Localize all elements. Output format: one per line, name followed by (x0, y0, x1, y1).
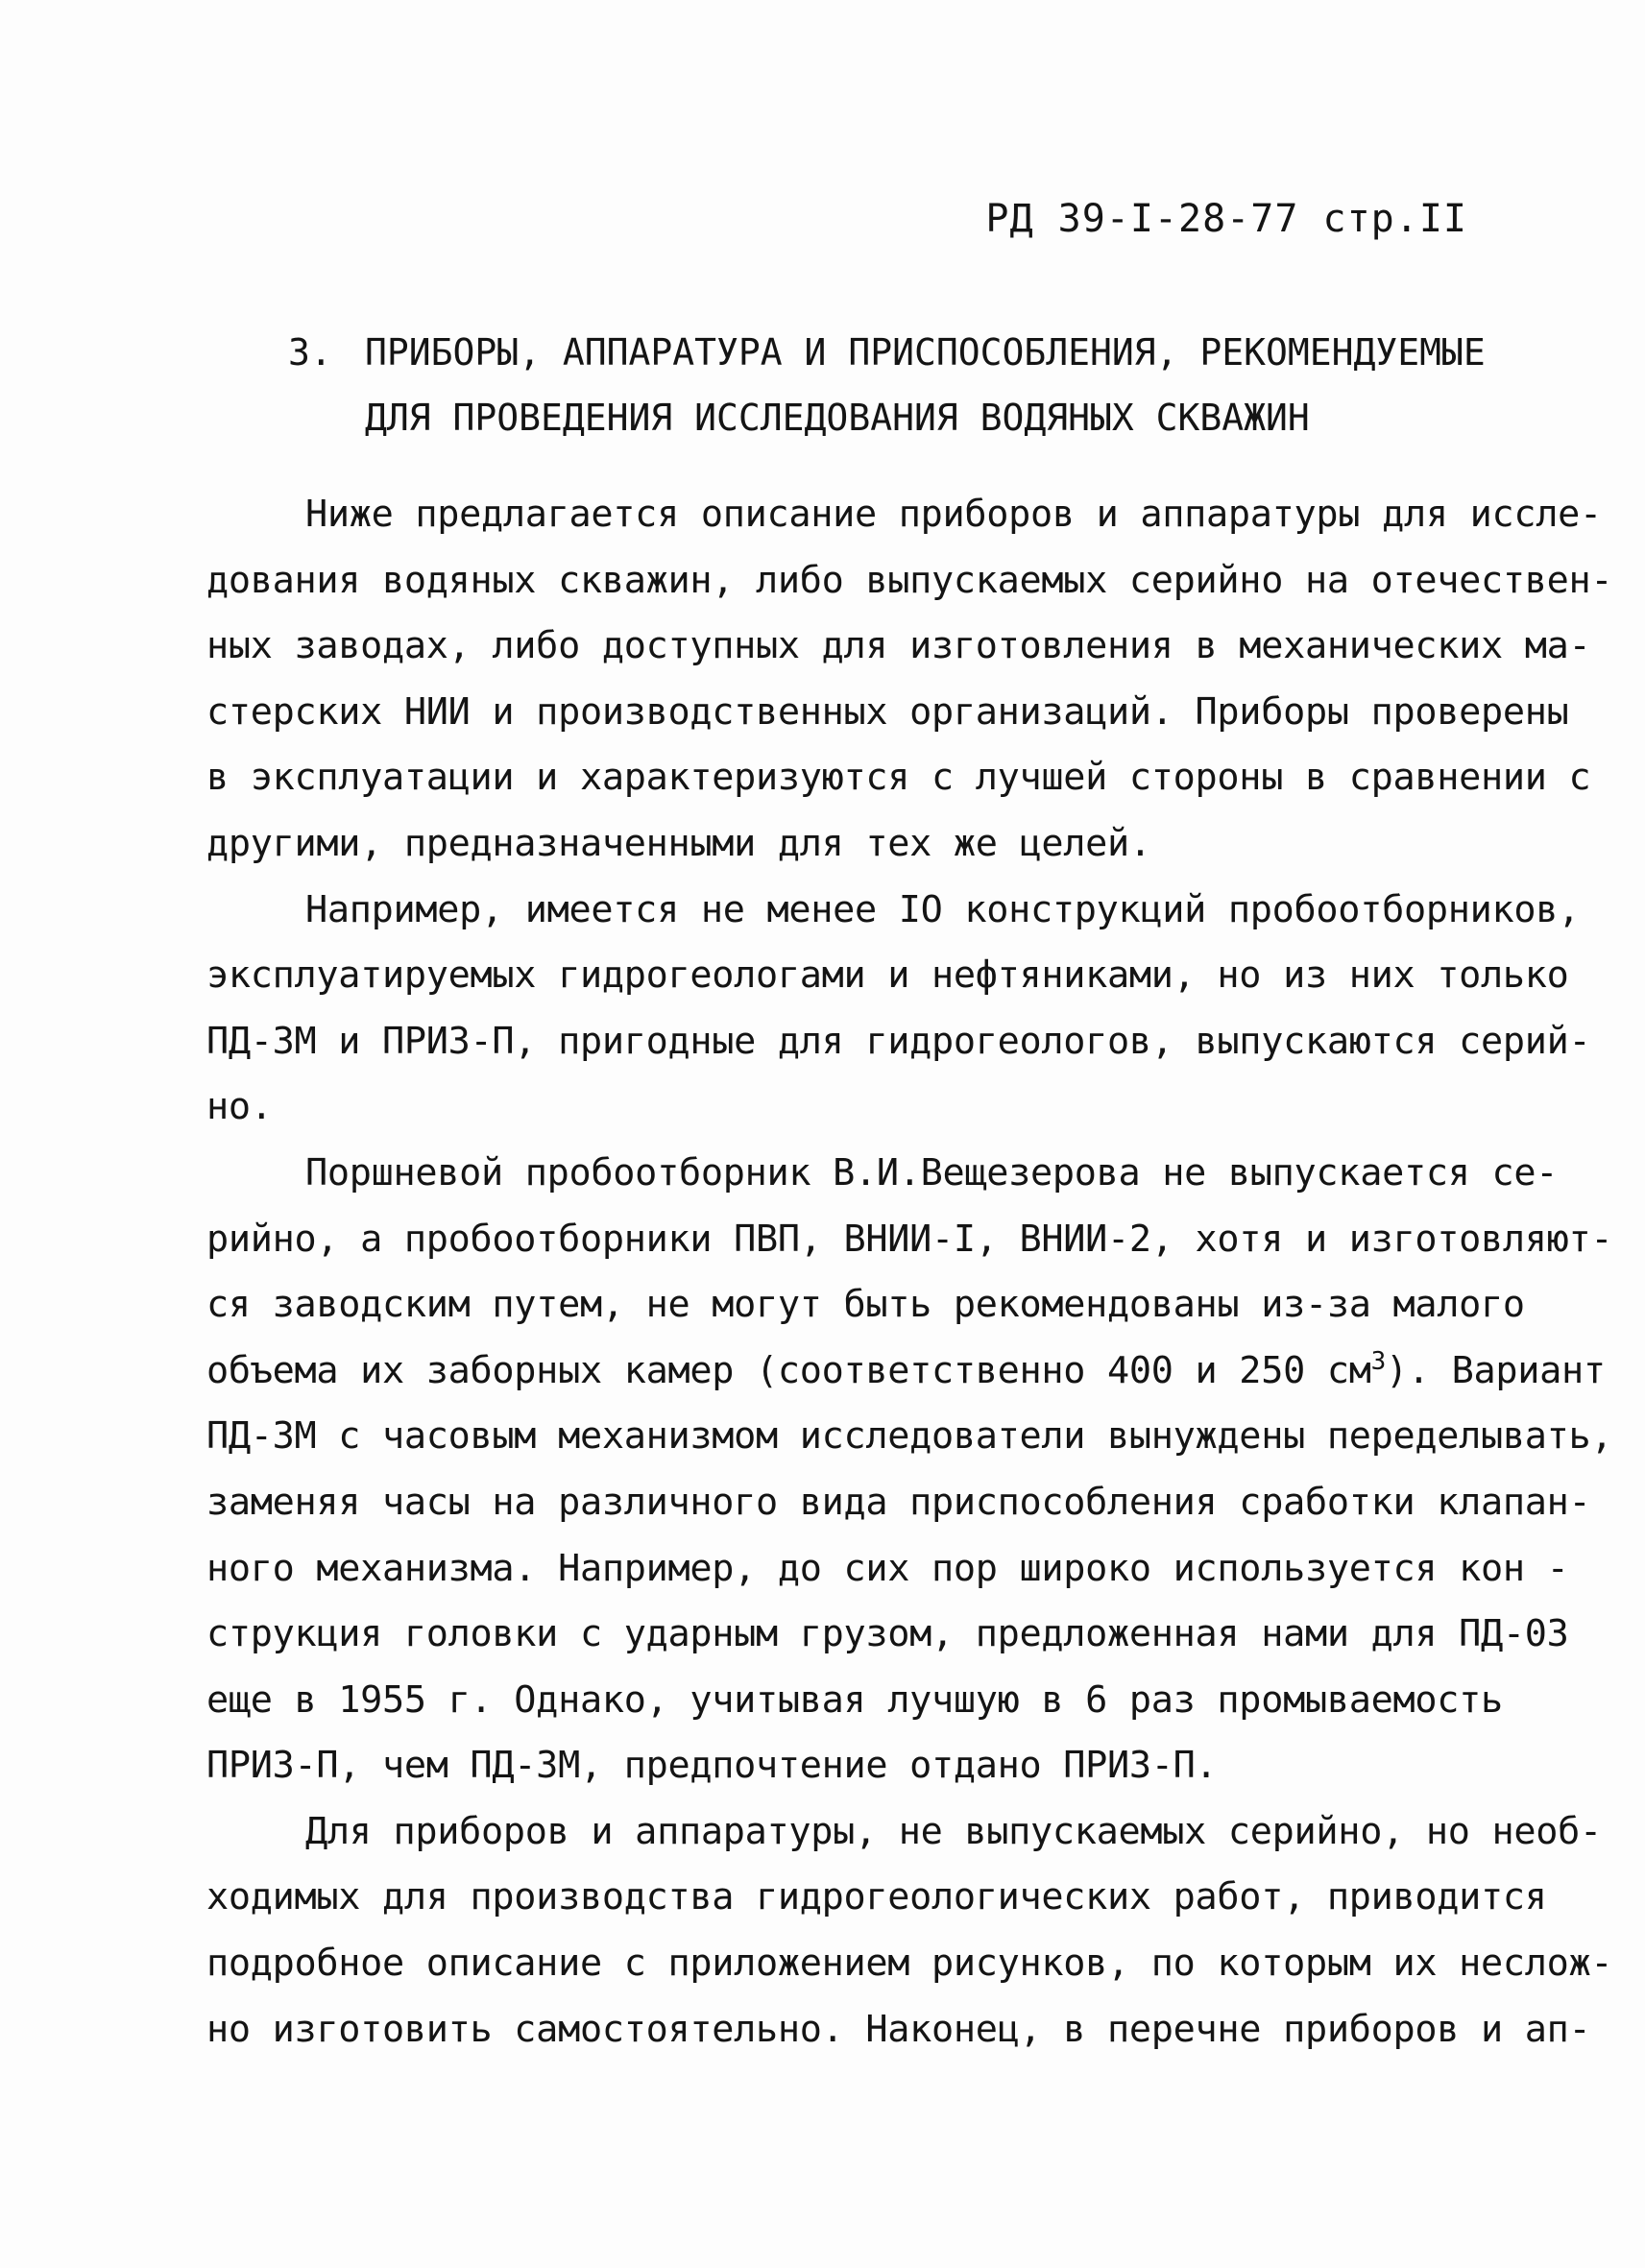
paragraph-4-line-1: Для приборов и аппаратуры, не выпускаемых серийно, но необ- (305, 1809, 1602, 1853)
paragraph-2-line-4: но. (206, 1085, 273, 1129)
superscript-cubic: 3 (1370, 1346, 1386, 1376)
paragraph-1-line-4: стерских НИИ и производственных организаций. Приборы проверены (206, 689, 1569, 734)
paragraph-3-line-4-text: объема их заборных камер (соответственно 400 и 250 см (206, 1348, 1371, 1392)
paragraph-1-line-5: в эксплуатации и характеризуются с лучшей стороны в сравнении с (206, 756, 1591, 800)
paragraph-3-line-3: ся заводским путем, не могут быть рекомендованы из-за малого (206, 1283, 1525, 1327)
paragraph-3-line-6: заменяя часы на различного вида приспособления сработки клапан- (206, 1480, 1591, 1524)
paragraph-1-line-1: Ниже предлагается описание приборов и аппаратуры для иссле- (305, 493, 1602, 536)
paragraph-4-line-3: подробное описание с приложением рисунков, по которым их неслож- (206, 1942, 1613, 1986)
paragraph-3-line-7: ного механизма. Например, до сих пор широко используется кон - (206, 1546, 1569, 1590)
paragraph-4-line-4: но изготовить самостоятельно. Наконец, в перечне приборов и ап- (206, 2007, 1591, 2051)
paragraph-1-line-2: дования водяных скважин, либо выпускаемых серийно на отечествен- (206, 558, 1613, 602)
paragraph-3-line-8: струкция головки с ударным грузом, предложенная нами для ПД-03 (206, 1612, 1569, 1656)
paragraph-2-line-3: ПД-3М и ПРИЗ-П, пригодные для гидрогеологов, выпускаются серий- (206, 1019, 1591, 1063)
section-heading-line-1 (288, 320, 1486, 385)
paragraph-3-line-9: еще в 1955 г. Однако, учитывая лучшую в 6 раз промываемость (206, 1677, 1503, 1722)
paragraph-2-line-1: Например, имеется не менее IO конструкций пробоотборников, (305, 887, 1580, 931)
section-heading (288, 320, 1486, 450)
paragraph-3-line-1: Поршневой пробоотборник В.И.Вещезерова не выпускается се- (305, 1150, 1559, 1194)
document-reference: РД 39-I-28-77 стр.II (985, 197, 1467, 241)
document-body (206, 482, 1613, 2063)
section-title-line-2: ДЛЯ ПРОВЕДЕНИЯ ИССЛЕДОВАНИЯ ВОДЯНЫХ СКВАЖИН (365, 397, 1310, 439)
paragraph-2-line-2: эксплуатируемых гидрогеологами и нефтяниками, но из них только (206, 953, 1569, 998)
paragraph-4-line-2: ходимых для производства гидрогеологических работ, приводится (206, 1875, 1547, 1919)
paragraph-1-line-3: ных заводах, либо доступных для изготовления в механических ма- (206, 624, 1591, 668)
section-number: 3. (288, 331, 332, 374)
paragraph-3-line-10: ПРИЗ-П, чем ПД-3М, предпочтение отдано ПРИЗ-П. (206, 1744, 1218, 1788)
paragraph-1-line-6: другими, предназначенными для тех же целей. (206, 821, 1151, 865)
paragraph-3-line-5: ПД-3М с часовым механизмом исследователи вынуждены переделывать, (206, 1414, 1613, 1459)
paragraph-3-line-2: рийно, а пробоотборники ПВП, ВНИИ-I, ВНИИ-2, хотя и изготовляют- (206, 1217, 1613, 1261)
section-title-line-1: ПРИБОРЫ, АППАРАТУРА И ПРИСПОСОБЛЕНИЯ, РЕКОМЕНДУЕМЫЕ (365, 331, 1486, 374)
paragraph-3-line-4-tail: ). Вариант (1385, 1348, 1606, 1392)
paragraph-3-line-4 (206, 1339, 1606, 1405)
